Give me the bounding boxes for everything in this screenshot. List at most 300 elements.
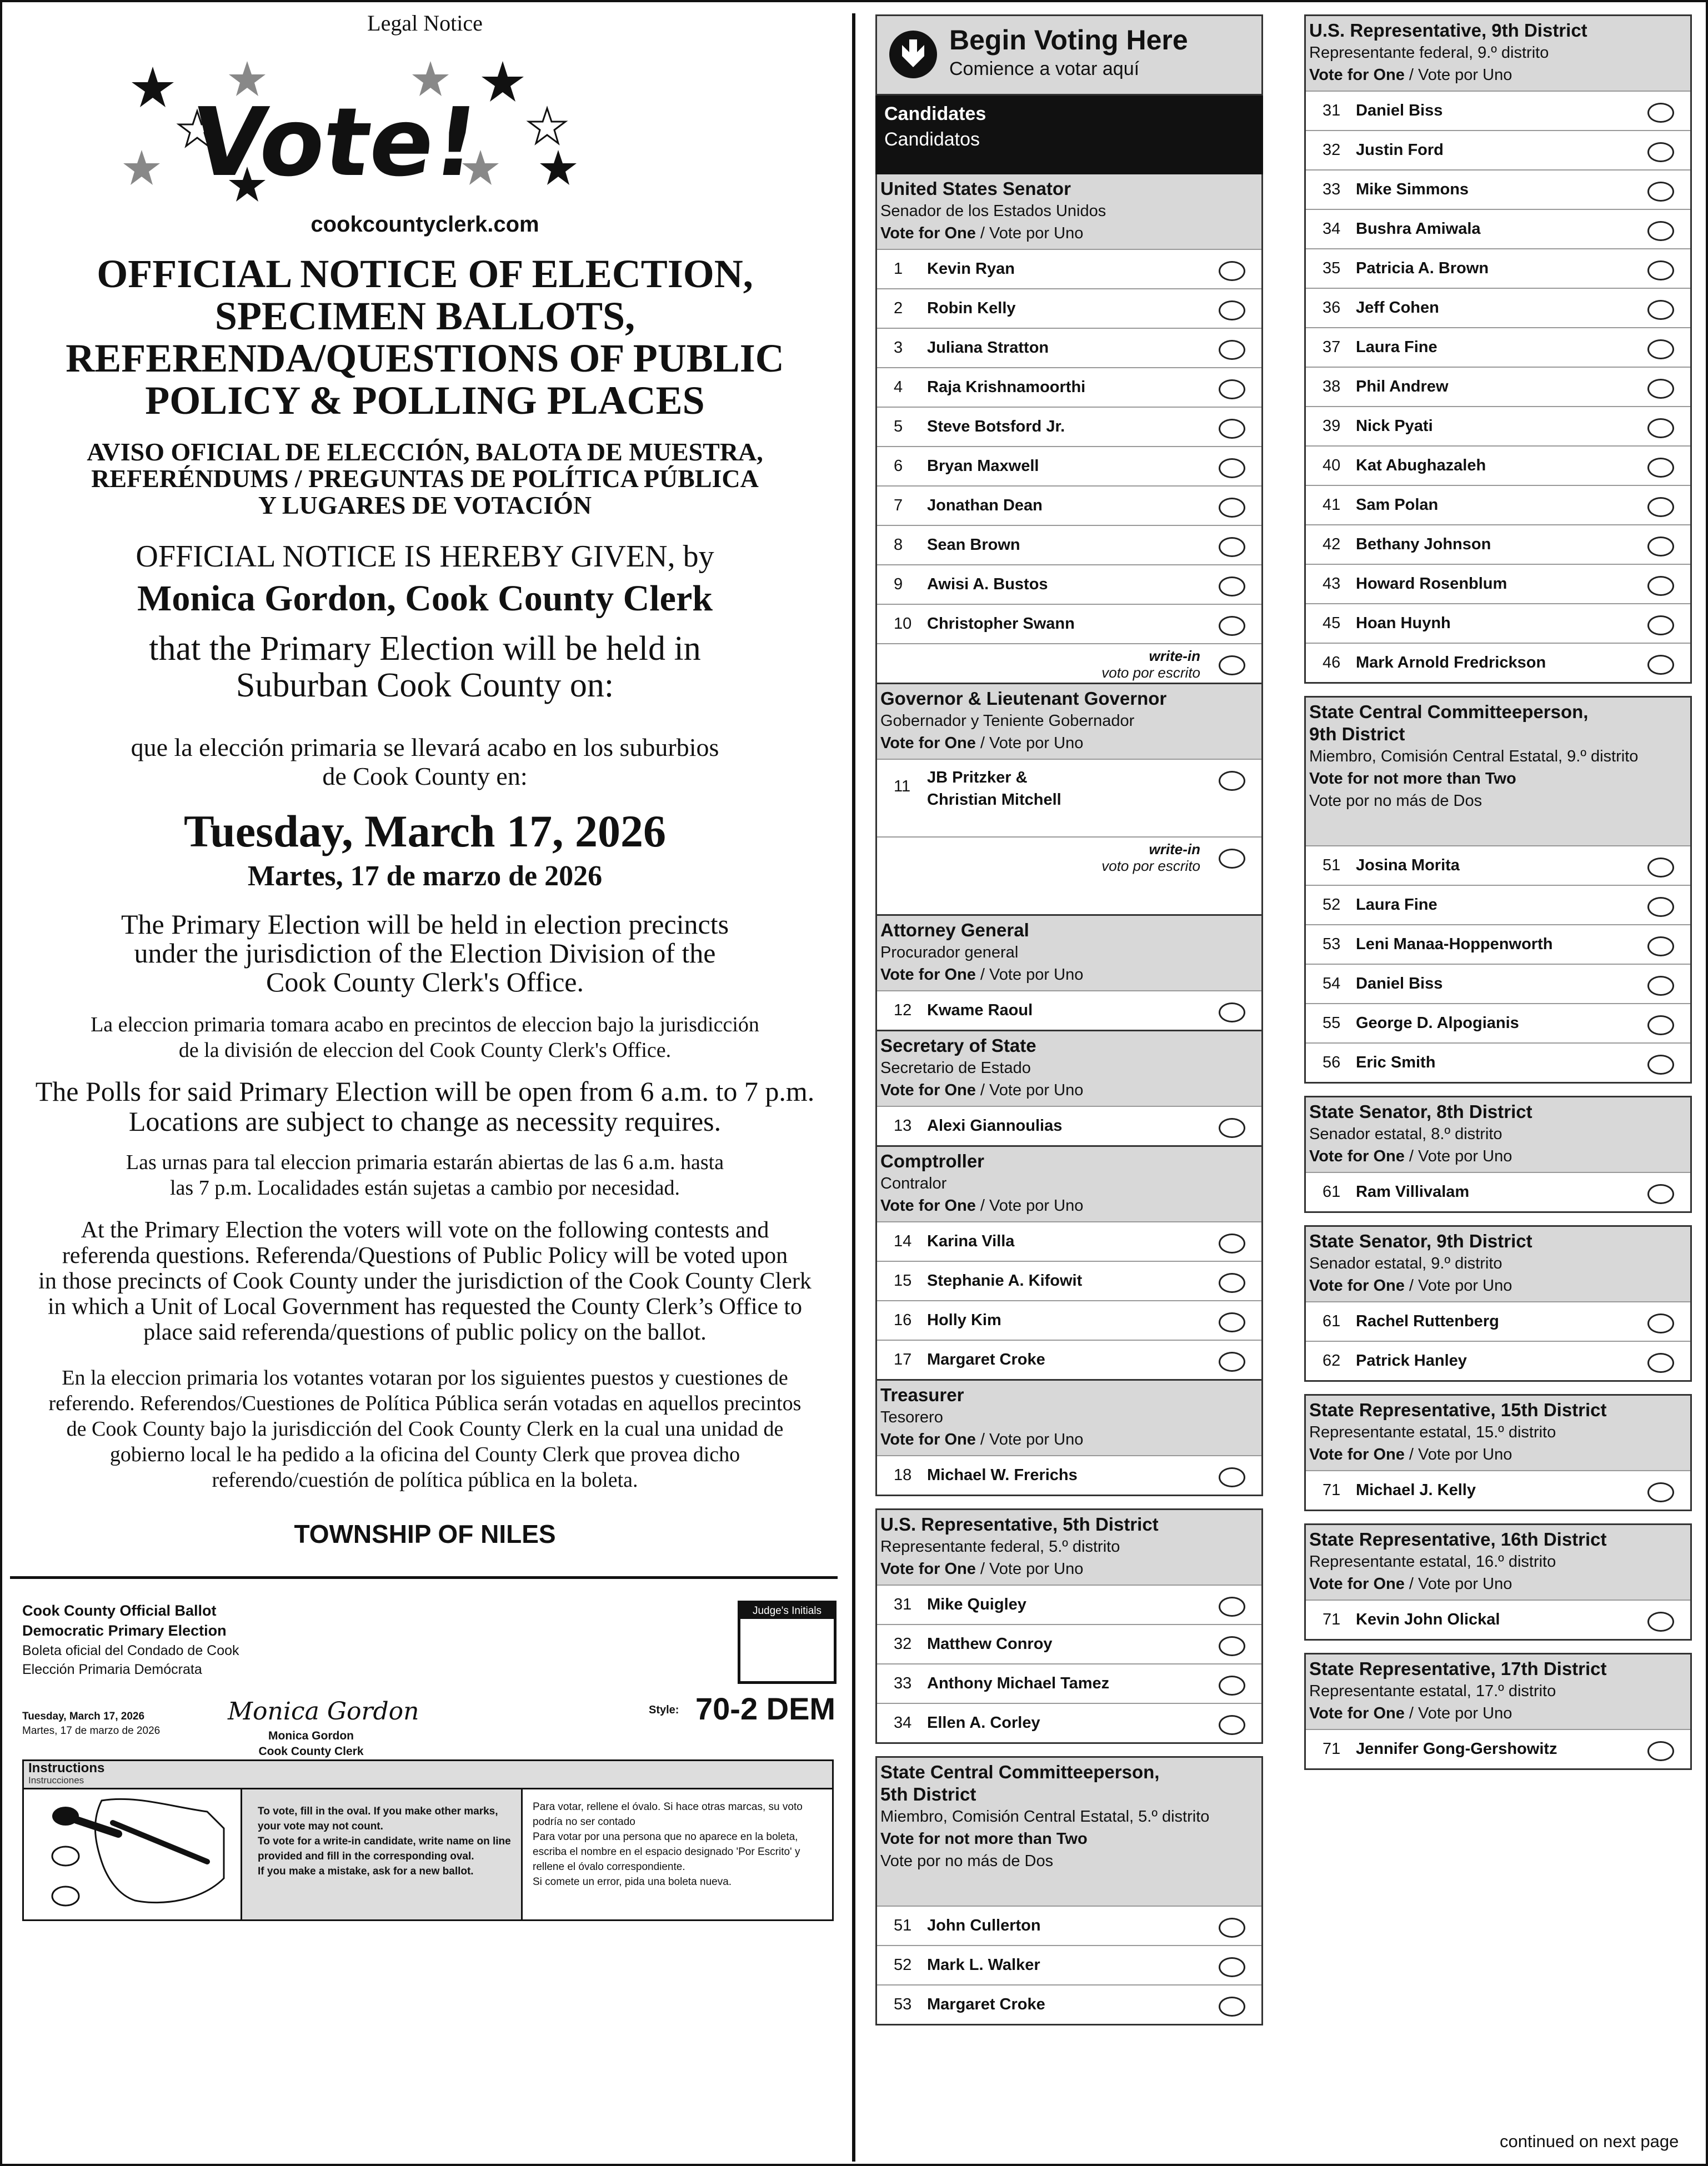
candidate-row[interactable] <box>1306 845 1690 885</box>
vote-oval[interactable] <box>1219 771 1245 791</box>
held-statement-es: que la elección primaria se llevará acabo en los suburbios de Cook County en: <box>131 733 719 790</box>
jurisdiction-paragraph: The Primary Election will be held in election precincts under the jurisdiction of the Election Division of the Cook County Clerk's Office. <box>121 909 729 997</box>
vote-oval[interactable] <box>1219 1676 1245 1696</box>
candidate-row[interactable] <box>877 1906 1261 1945</box>
vote-oval[interactable] <box>1219 1597 1245 1617</box>
write-in-label: write-in voto por escrito <box>1101 841 1200 874</box>
candidate-row[interactable] <box>877 485 1261 525</box>
ballot-column-2 <box>1304 14 1692 1782</box>
instructions-header: Instructions Instrucciones <box>24 1761 832 1789</box>
candidate-number: 46 <box>1323 654 1341 671</box>
vote-oval[interactable] <box>1219 1918 1245 1938</box>
vote-oval[interactable] <box>1647 1055 1674 1075</box>
signer-name: Monica Gordon Cook County Clerk <box>258 1729 364 1758</box>
candidate-row[interactable] <box>877 1984 1261 2024</box>
vote-oval[interactable] <box>1219 458 1245 478</box>
vote-instruction: Vote for One / Vote por Uno <box>880 224 1084 242</box>
vote-logo-text: Vote! <box>184 87 485 198</box>
candidate-name: Margaret Croke <box>927 1351 1045 1368</box>
candidate-name: Leni Manaa-Hoppenworth <box>1356 935 1553 953</box>
write-in-oval[interactable] <box>1219 849 1245 869</box>
candidate-row[interactable] <box>1306 643 1690 682</box>
candidate-number: 35 <box>1323 259 1341 277</box>
contest-title-line2: 9th District <box>1309 724 1405 744</box>
candidate-number: 18 <box>894 1466 912 1484</box>
contest-title: Comptroller <box>880 1151 985 1171</box>
candidate-row[interactable] <box>1306 367 1690 406</box>
vote-oval[interactable] <box>1647 1482 1674 1502</box>
candidate-row[interactable] <box>1306 1729 1690 1768</box>
candidate-number: 61 <box>1323 1312 1341 1330</box>
jurisdiction-paragraph-es: La eleccion primaria tomara acabo en precintos de eleccion bajo la jurisdicción de la división de eleccion del Cook County Clerk's Office. <box>91 1013 759 1062</box>
vote-oval[interactable] <box>1647 615 1674 635</box>
vote-oval[interactable] <box>1647 1184 1674 1204</box>
vote-oval[interactable] <box>1647 1015 1674 1035</box>
legal-notice-label: Legal Notice <box>367 11 483 36</box>
contests-paragraph: At the Primary Election the voters will vote on the following contests and referenda questions. Referenda/Questions of Public Policy will be voted upon in those precincts of Cook County under the jurisdiction of the Cook County Clerk in which a Unit of Local Government has requested the County Clerk’s Office to place said referenda/questions of public policy on the ballot. <box>38 1217 812 1345</box>
candidate-row[interactable] <box>877 1261 1261 1300</box>
candidate-row[interactable] <box>1306 924 1690 964</box>
candidate-row[interactable] <box>877 1300 1261 1340</box>
polls-hours-paragraph: The Polls for said Primary Election will be open from 6 a.m. to 7 p.m. Locations are subject to change as necessity requires. <box>35 1076 815 1137</box>
held-statement: that the Primary Election will be held in Suburban Cook County on: <box>149 630 701 704</box>
vote-oval[interactable] <box>1647 103 1674 123</box>
candidate-name: Holly Kim <box>927 1311 1001 1329</box>
contest-header <box>877 1147 1261 1221</box>
contest-subtitle: Senador de los Estados Unidos <box>880 202 1106 220</box>
ballot-subtitle: Boleta oficial del Condado de Cook Elección Primaria Demócrata <box>22 1643 239 1677</box>
contest-header <box>1306 1227 1690 1301</box>
candidate-number: 53 <box>1323 935 1341 953</box>
candidate-name: Laura Fine <box>1356 896 1437 914</box>
candidate-row[interactable] <box>1306 603 1690 643</box>
vote-instruction: Vote for One / Vote por Uno <box>880 1560 1084 1578</box>
candidate-number: 51 <box>894 1917 912 1934</box>
candidate-number: 52 <box>1323 896 1341 914</box>
candidate-row[interactable] <box>877 1340 1261 1379</box>
candidate-row[interactable] <box>877 1703 1261 1742</box>
judges-initials-box[interactable] <box>738 1601 837 1684</box>
candidate-row[interactable] <box>1306 209 1690 248</box>
candidate-number: 54 <box>1323 975 1341 992</box>
vote-oval[interactable] <box>1219 340 1245 360</box>
vote-oval[interactable] <box>1219 1312 1245 1332</box>
vote-oval[interactable] <box>1647 458 1674 478</box>
candidate-row[interactable] <box>877 1221 1261 1261</box>
vote-oval[interactable] <box>1647 260 1674 280</box>
contest-title: Governor & Lieutenant Governor <box>880 688 1167 709</box>
candidate-name: Josina Morita <box>1356 856 1460 874</box>
contest-comptroller <box>875 1147 1263 1381</box>
vote-oval[interactable] <box>1647 976 1674 996</box>
contest-subtitle: Procurador general <box>880 944 1019 961</box>
vote-oval[interactable] <box>1219 379 1245 399</box>
write-in-row[interactable] <box>877 643 1261 683</box>
contest-subtitle: Representante estatal, 16.º distrito <box>1309 1553 1556 1571</box>
style-value: 70-2 DEM <box>695 1691 836 1726</box>
contest-title: State Representative, 16th District <box>1309 1529 1607 1550</box>
contest-header <box>1306 1654 1690 1729</box>
candidate-number: 9 <box>894 575 903 593</box>
candidate-number: 42 <box>1323 535 1341 553</box>
contest-subtitle: Tesorero <box>880 1408 943 1426</box>
contest-header <box>1306 1525 1690 1600</box>
contest-title: Attorney General <box>880 920 1029 940</box>
candidate-number: 17 <box>894 1351 912 1368</box>
candidate-number: 39 <box>1323 417 1341 435</box>
write-in-label: write-in voto por escrito <box>1101 648 1200 681</box>
candidate-row[interactable] <box>1306 1042 1690 1082</box>
vote-oval[interactable] <box>1647 339 1674 359</box>
contest-title: State Senator, 8th District <box>1309 1101 1532 1122</box>
candidate-name: Kwame Raoul <box>927 1001 1033 1019</box>
contest-title: State Representative, 15th District <box>1309 1400 1607 1420</box>
vote-oval[interactable] <box>1219 1352 1245 1372</box>
contest-title: U.S. Representative, 9th District <box>1309 20 1587 41</box>
candidate-name: George D. Alpogianis <box>1356 1014 1519 1032</box>
candidate-number: 55 <box>1323 1014 1341 1032</box>
candidate-name: Justin Ford <box>1356 141 1444 159</box>
contest-header <box>877 174 1261 249</box>
candidate-name: Kat Abughazaleh <box>1356 457 1486 474</box>
instructions-box <box>22 1759 834 1921</box>
candidate-name: Patrick Hanley <box>1356 1352 1467 1370</box>
candidate-row[interactable] <box>877 328 1261 367</box>
vote-oval[interactable] <box>1219 1273 1245 1293</box>
candidate-name: Eric Smith <box>1356 1054 1436 1071</box>
candidate-row[interactable] <box>1306 1470 1690 1510</box>
vote-oval[interactable] <box>1647 1353 1674 1373</box>
candidate-row[interactable] <box>1306 248 1690 288</box>
vote-oval[interactable] <box>1647 858 1674 878</box>
vote-oval[interactable] <box>1647 576 1674 596</box>
candidate-row[interactable] <box>877 1945 1261 1984</box>
contest-header <box>1306 1396 1690 1470</box>
candidate-name: Daniel Biss <box>1356 975 1443 992</box>
candidate-number: 40 <box>1323 457 1341 474</box>
vote-oval[interactable] <box>1647 1741 1674 1761</box>
candidate-row[interactable] <box>1306 485 1690 524</box>
candidate-row[interactable] <box>877 367 1261 407</box>
candidate-row[interactable] <box>1306 288 1690 327</box>
contests-paragraph-es: En la eleccion primaria los votantes votaran por los siguientes puestos y cuestiones de referendo. Referendos/Cuestiones de Política Pública serán votadas en aquellos precintos de Cook County bajo la jurisdicción del Cook County Clerk en la cual una unidad de gobierno local le ha pedido a la oficina del County Clerk que provea dicho referendo/cuestión de política pública en la boleta. <box>48 1366 802 1492</box>
candidate-row[interactable] <box>877 990 1261 1030</box>
candidate-row[interactable] <box>1306 406 1690 445</box>
candidate-name: Mike Quigley <box>927 1596 1026 1613</box>
hand-marking-oval-icon <box>24 1789 241 1919</box>
contest-subtitle: Senador estatal, 9.º distrito <box>1309 1255 1502 1272</box>
vote-instruction: Vote for One / Vote por Uno <box>1309 1147 1512 1165</box>
vote-oval[interactable] <box>1219 1957 1245 1977</box>
begin-voting-sub: Comience a votar aquí <box>949 58 1140 79</box>
contest-state-senator-8th-district <box>1304 1096 1692 1213</box>
candidate-row[interactable] <box>877 288 1261 328</box>
contest-state-representative-15th-district <box>1304 1394 1692 1511</box>
candidate-name: Stephanie A. Kifowit <box>927 1272 1083 1290</box>
vote-oval[interactable] <box>1219 1715 1245 1735</box>
candidate-row[interactable] <box>877 1624 1261 1663</box>
clerk-signature: Monica Gordon <box>228 1697 419 1726</box>
vote-oval[interactable] <box>1647 537 1674 556</box>
candidate-row[interactable] <box>877 1663 1261 1703</box>
candidate-name: Mike Simmons <box>1356 180 1469 198</box>
candidate-name: Steve Botsford Jr. <box>927 418 1065 435</box>
candidate-name: Ram Villivalam <box>1356 1183 1470 1201</box>
vote-oval[interactable] <box>1647 300 1674 320</box>
vote-oval[interactable] <box>1219 616 1245 636</box>
candidate-number: 38 <box>1323 378 1341 395</box>
vote-instruction-es: Vote por no más de Dos <box>1309 792 1482 810</box>
candidate-number: 71 <box>1323 1740 1341 1758</box>
instructions-english: To vote, fill in the oval. If you make other marks, your vote may not count. To vote for a write-in candidate, write name on line provided and fill in the corresponding oval. If you make a mistake, ask for a new ballot. <box>241 1789 521 1919</box>
vote-oval[interactable] <box>1647 897 1674 917</box>
candidate-row[interactable] <box>877 604 1261 643</box>
candidate-name: Christopher Swann <box>927 615 1075 633</box>
candidate-number: 1 <box>894 260 903 278</box>
contest-title: State Central Committeeperson, <box>1309 701 1589 722</box>
candidate-name: Jeff Cohen <box>1356 299 1439 317</box>
contest-state-senator-9th-district <box>1304 1225 1692 1382</box>
candidate-number: 36 <box>1323 299 1341 317</box>
candidate-name: Alexi Giannoulias <box>927 1117 1063 1135</box>
candidate-row[interactable] <box>877 446 1261 485</box>
candidate-row[interactable] <box>877 525 1261 564</box>
contest-header <box>877 1381 1261 1455</box>
vote-instruction: Vote for not more than Two <box>1309 770 1516 788</box>
candidate-row[interactable] <box>1306 169 1690 209</box>
candidate-name: Karina Villa <box>927 1232 1015 1250</box>
contest-state-central-committeeperson-9th-district <box>1304 696 1692 1084</box>
contest-subtitle: Representante estatal, 17.º distrito <box>1309 1682 1556 1700</box>
candidate-number: 31 <box>894 1596 912 1613</box>
candidate-row[interactable] <box>1306 1003 1690 1042</box>
column-divider <box>852 13 855 2162</box>
candidate-number: 3 <box>894 339 903 357</box>
candidate-number: 4 <box>894 378 903 396</box>
vote-instruction: Vote for One / Vote por Uno <box>1309 1575 1512 1593</box>
candidate-row[interactable] <box>1306 1301 1690 1341</box>
vote-oval[interactable] <box>1647 1612 1674 1632</box>
continued-note: continued on next page <box>1500 2132 1679 2151</box>
candidate-number: 45 <box>1323 614 1341 632</box>
candidate-name: Anthony Michael Tamez <box>927 1674 1110 1692</box>
candidate-name: Sean Brown <box>927 536 1020 554</box>
write-in-oval[interactable] <box>1219 655 1245 675</box>
vote-logo <box>119 56 580 211</box>
vote-oval[interactable] <box>1219 576 1245 596</box>
vote-oval[interactable] <box>1647 655 1674 675</box>
arrow-down-icon <box>888 29 938 79</box>
candidate-name: Daniel Biss <box>1356 102 1443 119</box>
candidate-row[interactable] <box>877 1106 1261 1145</box>
vote-oval[interactable] <box>1647 142 1674 162</box>
vote-oval[interactable] <box>1219 419 1245 439</box>
candidate-name: Nick Pyati <box>1356 417 1433 435</box>
township-name: TOWNSHIP OF NILES <box>294 1520 556 1548</box>
contest-u-s-representative-9th-district <box>1304 14 1692 684</box>
candidate-name: Matthew Conroy <box>927 1635 1053 1653</box>
instructions-spanish: Para votar, rellene el óvalo. Si hace otras marcas, su voto podría no ser contado Para votar por una persona que no aparece en la boleta, escriba el nombre en el espacio designado 'Por Escrito' y rellene el óvalo correspondiente. Si comete un error, pida una boleta nueva. <box>521 1789 830 1919</box>
candidate-name: Kevin John Olickal <box>1356 1611 1500 1628</box>
candidate-name: Phil Andrew <box>1356 378 1449 395</box>
candidate-row[interactable] <box>877 759 1261 836</box>
contest-title: State Central Committeeperson, <box>880 1762 1160 1782</box>
vote-oval[interactable] <box>1647 182 1674 202</box>
candidate-number: 5 <box>894 418 903 435</box>
candidate-row[interactable] <box>1306 130 1690 169</box>
contest-header <box>877 1031 1261 1106</box>
ballot-title: Cook County Official Ballot Democratic Primary Election <box>22 1602 227 1639</box>
candidate-name: Jennifer Gong-Gershowitz <box>1356 1740 1557 1758</box>
candidate-number: 62 <box>1323 1352 1341 1370</box>
vote-instruction: Vote for One / Vote por Uno <box>880 966 1084 984</box>
candidate-row[interactable] <box>1306 964 1690 1003</box>
candidate-row[interactable] <box>1306 327 1690 367</box>
contest-governor-lieutenant-governor <box>875 684 1263 916</box>
candidate-name: Rachel Ruttenberg <box>1356 1312 1499 1330</box>
contest-subtitle: Representante estatal, 15.º distrito <box>1309 1423 1556 1441</box>
contest-header <box>1306 698 1690 845</box>
candidate-number: 56 <box>1323 1054 1341 1071</box>
contest-title: State Representative, 17th District <box>1309 1658 1607 1679</box>
vote-oval[interactable] <box>1219 300 1245 320</box>
judges-initials-label: Judge's Initials <box>740 1603 834 1619</box>
notice-given: OFFICIAL NOTICE IS HEREBY GIVEN, by <box>136 539 714 574</box>
contest-subtitle: Representante federal, 9.º distrito <box>1309 44 1549 62</box>
candidate-name: Sam Polan <box>1356 496 1439 514</box>
candidate-row[interactable] <box>1306 1172 1690 1211</box>
candidate-name: Howard Rosenblum <box>1356 575 1507 593</box>
candidate-row[interactable] <box>1306 524 1690 564</box>
contest-header <box>877 684 1261 759</box>
candidate-row[interactable] <box>877 1585 1261 1624</box>
candidate-row[interactable] <box>877 407 1261 446</box>
vote-oval[interactable] <box>1647 221 1674 241</box>
vote-oval[interactable] <box>1219 1002 1245 1022</box>
candidate-number: 34 <box>894 1714 912 1732</box>
vote-oval[interactable] <box>1219 1997 1245 2017</box>
notice-title-es: AVISO OFICIAL DE ELECCIÓN, BALOTA DE MUESTRA, REFERÉNDUMS / PREGUNTAS DE POLÍTICA PÚBLICA Y LUGARES DE VOTACIÓN <box>87 438 763 519</box>
contest-subtitle: Senador estatal, 8.º distrito <box>1309 1125 1502 1143</box>
candidate-row[interactable] <box>1306 564 1690 603</box>
contest-state-representative-16th-district <box>1304 1523 1692 1641</box>
vote-oval[interactable] <box>1219 1467 1245 1487</box>
style-label: Style: <box>649 1704 679 1716</box>
candidate-name: John Cullerton <box>927 1917 1041 1934</box>
candidate-name: Bethany Johnson <box>1356 535 1491 553</box>
vote-instruction: Vote for not more than Two <box>880 1830 1088 1848</box>
candidate-number: 33 <box>1323 180 1341 198</box>
write-in-row[interactable] <box>877 836 1261 914</box>
candidate-number: 52 <box>894 1956 912 1974</box>
candidate-name: Awisi A. Bustos <box>927 575 1048 593</box>
contest-attorney-general <box>875 916 1263 1031</box>
candidate-number: 51 <box>1323 856 1341 874</box>
vote-instruction: Vote for One / Vote por Uno <box>1309 1704 1512 1722</box>
contest-subtitle: Gobernador y Teniente Gobernador <box>880 712 1135 730</box>
contest-title: United States Senator <box>880 178 1071 199</box>
vote-oval[interactable] <box>1647 936 1674 956</box>
contest-state-central-committeeperson-5th-district <box>875 1756 1263 2025</box>
candidate-row[interactable] <box>1306 1600 1690 1639</box>
vote-instruction: Vote for One / Vote por Uno <box>880 734 1084 752</box>
election-date: Tuesday, March 17, 2026 <box>184 806 666 856</box>
candidate-name: Michael J. Kelly <box>1356 1481 1476 1499</box>
candidate-number: 14 <box>894 1232 912 1250</box>
clerk-url: cookcountyclerk.com <box>310 212 539 237</box>
vote-instruction: Vote for One / Vote por Uno <box>880 1081 1084 1099</box>
candidate-row[interactable] <box>1306 885 1690 924</box>
candidate-number: 10 <box>894 615 912 633</box>
candidate-row[interactable] <box>1306 1341 1690 1380</box>
candidate-number: 41 <box>1323 496 1341 514</box>
contest-header <box>1306 16 1690 91</box>
candidate-name: Juliana Stratton <box>927 339 1049 357</box>
vote-oval[interactable] <box>1219 1636 1245 1656</box>
vote-instruction: Vote for One / Vote por Uno <box>1309 1446 1512 1463</box>
candidate-row[interactable] <box>877 249 1261 288</box>
contest-subtitle: Miembro, Comisión Central Estatal, 5.º distrito <box>880 1808 1210 1826</box>
candidate-number: 2 <box>894 299 903 317</box>
vote-oval[interactable] <box>1647 1313 1674 1333</box>
vote-instruction: Vote for One / Vote por Uno <box>880 1197 1084 1215</box>
polls-hours-paragraph-es: Las urnas para tal eleccion primaria estarán abiertas de las 6 a.m. hasta las 7 p.m. Localidades están sujetas a cambio por necesidad. <box>126 1151 724 1200</box>
contest-treasurer <box>875 1381 1263 1496</box>
contest-united-states-senator <box>875 174 1263 684</box>
candidate-number: 61 <box>1323 1183 1341 1201</box>
contest-header <box>1306 1097 1690 1172</box>
vote-oval[interactable] <box>1647 497 1674 517</box>
vote-oval[interactable] <box>1219 261 1245 281</box>
vote-instruction: Vote for One / Vote por Uno <box>880 1431 1084 1448</box>
contest-subtitle: Secretario de Estado <box>880 1059 1031 1077</box>
candidate-number: 43 <box>1323 575 1341 593</box>
candidate-number: 13 <box>894 1117 912 1135</box>
candidate-number: 37 <box>1323 338 1341 356</box>
candidate-number: 16 <box>894 1311 912 1329</box>
candidate-row[interactable] <box>1306 445 1690 485</box>
vote-oval[interactable] <box>1219 1118 1245 1138</box>
contest-title-line2: 5th District <box>880 1784 976 1804</box>
contest-u-s-representative-5th-district <box>875 1508 1263 1744</box>
candidate-row[interactable] <box>877 1455 1261 1495</box>
candidate-name: Kevin Ryan <box>927 260 1015 278</box>
candidate-number: 33 <box>894 1674 912 1692</box>
vote-oval[interactable] <box>1647 379 1674 399</box>
candidate-row[interactable] <box>1306 91 1690 130</box>
candidate-number: 71 <box>1323 1481 1341 1499</box>
begin-voting-title: Begin Voting Here <box>949 24 1188 56</box>
vote-oval[interactable] <box>1219 537 1245 557</box>
candidate-row[interactable] <box>877 564 1261 604</box>
vote-oval[interactable] <box>1219 1234 1245 1254</box>
vote-oval[interactable] <box>1219 498 1245 518</box>
contest-title: Secretary of State <box>880 1035 1036 1056</box>
candidate-name: Robin Kelly <box>927 299 1016 317</box>
contest-secretary-of-state <box>875 1031 1263 1147</box>
candidate-name: Mark Arnold Fredrickson <box>1356 654 1546 671</box>
contest-header <box>877 916 1261 990</box>
candidate-number: 12 <box>894 1001 912 1019</box>
vote-instruction: Vote for One / Vote por Uno <box>1309 66 1512 84</box>
candidate-number: 7 <box>894 497 903 514</box>
candidate-name: Michael W. Frerichs <box>927 1466 1078 1484</box>
candidate-name: Margaret Croke <box>927 1995 1045 2013</box>
candidate-number: 11 <box>894 778 911 795</box>
section-rule <box>10 1576 838 1579</box>
candidate-name: Bryan Maxwell <box>927 457 1039 475</box>
vote-oval[interactable] <box>1647 418 1674 438</box>
